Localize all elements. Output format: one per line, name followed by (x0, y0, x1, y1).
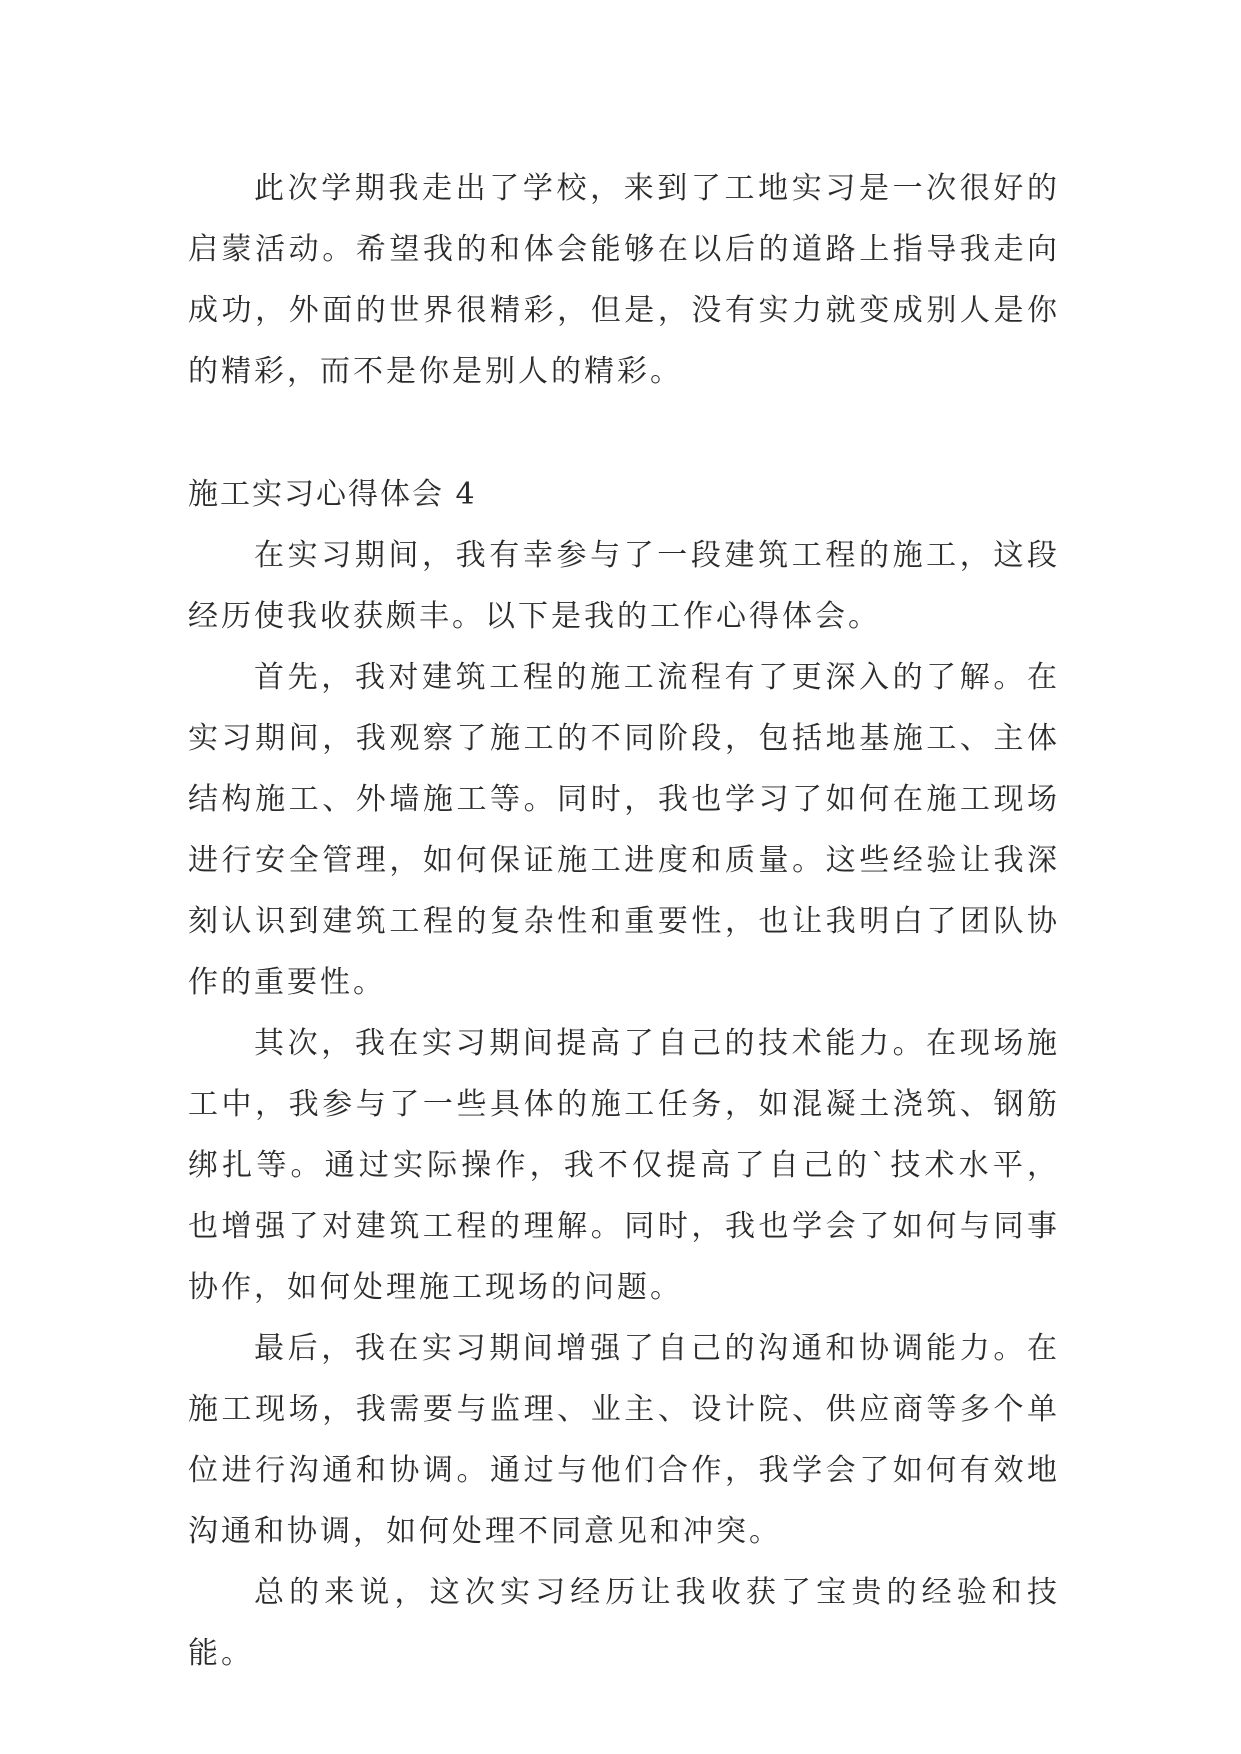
paragraph-5: 总的来说，这次实习经历让我收获了宝贵的经验和技能。 (188, 1575, 1060, 1671)
section-title: 施工实习心得体会 4 (188, 477, 477, 512)
section-spacer (188, 402, 1060, 464)
paragraph-1: 在实习期间，我有幸参与了一段建筑工程的施工，这段经历使我收获颇丰。以下是我的工作心得体会。 (188, 538, 1060, 634)
document-page (188, 158, 1060, 1684)
intro-paragraph: 此次学期我走出了学校，来到了工地实习是一次很好的启蒙活动。希望我的和体会能够在以后的道路上指导我走向成功，外面的世界很精彩，但是，没有实力就变成别人是你的精彩，而不是你是别人的精彩。 (188, 171, 1060, 389)
paragraph-2: 首先，我对建筑工程的施工流程有了更深入的了解。在实习期间，我观察了施工的不同阶段，包括地基施工、主体结构施工、外墙施工等。同时，我也学习了如何在施工现场进行安全管理，如何保证施工进度和质量。这些经验让我深刻认识到建筑工程的复杂性和重要性，也让我明白了团队协作的重要性。 (188, 660, 1060, 1000)
paragraph-4: 最后，我在实习期间增强了自己的沟通和协调能力。在施工现场，我需要与监理、业主、设计院、供应商等多个单位进行沟通和协调。通过与他们合作，我学会了如何有效地沟通和协调，如何处理不同意见和冲突。 (188, 1331, 1060, 1549)
paragraph-3: 其次，我在实习期间提高了自己的技术能力。在现场施工中，我参与了一些具体的施工任务，如混凝土浇筑、钢筋绑扎等。通过实际操作，我不仅提高了自己的`技术水平，也增强了对建筑工程的理解。同时，我也学会了如何与同事协作，如何处理施工现场的问题。 (188, 1026, 1060, 1305)
